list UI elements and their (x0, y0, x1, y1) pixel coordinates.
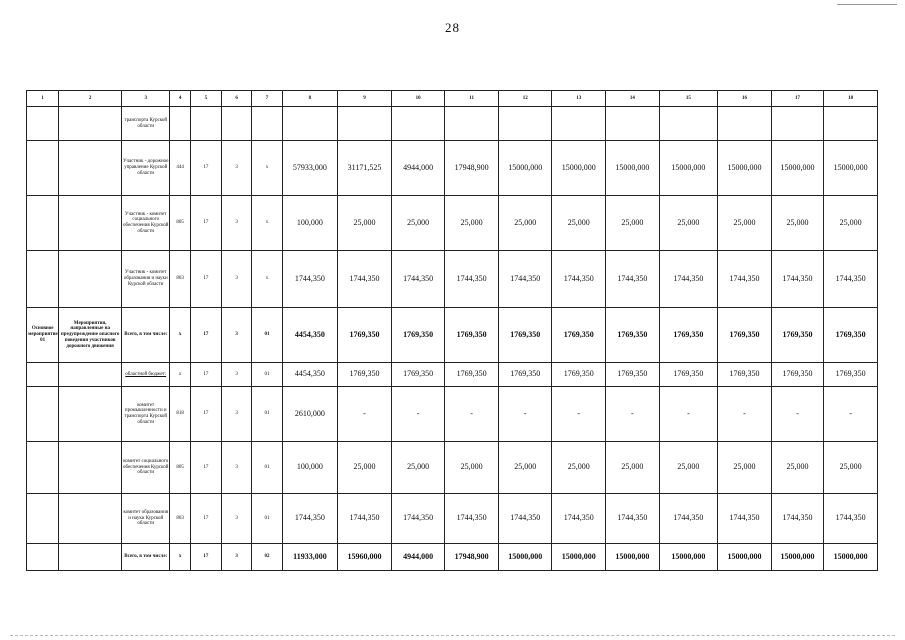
measure-number-cell: х (252, 251, 282, 308)
amount-cell: 1744,350 (659, 251, 718, 308)
measure-code-cell (27, 494, 59, 544)
amount-cell: - (606, 387, 660, 442)
measure-code-cell (27, 387, 59, 442)
amount-cell: 1744,350 (606, 251, 660, 308)
amount-cell: 1744,350 (282, 251, 338, 308)
amount-cell: 1769,350 (391, 308, 445, 363)
amount-cell: 25,000 (498, 196, 552, 251)
amount-cell: 4454,350 (282, 363, 338, 387)
participant-cell: комитет социального обеспечения Курской области (121, 442, 170, 494)
amount-cell: 15960,000 (338, 544, 392, 571)
amount-cell (498, 107, 552, 141)
column-number: 12 (498, 91, 552, 107)
table-row (27, 251, 878, 308)
measure-name-cell (59, 494, 122, 544)
amount-cell: 11933,000 (282, 544, 338, 571)
column-number: 9 (338, 91, 392, 107)
amount-cell: 1769,350 (824, 363, 878, 387)
program-cell: 17 (190, 442, 221, 494)
amount-cell: 15000,000 (824, 544, 878, 571)
amount-cell: 1769,350 (498, 308, 552, 363)
measure-name-cell (59, 387, 122, 442)
amount-cell: 25,000 (445, 196, 499, 251)
column-number: 4 (170, 91, 190, 107)
program-cell: 17 (190, 141, 221, 196)
amount-cell: 25,000 (771, 196, 824, 251)
amount-cell: 15000,000 (718, 141, 772, 196)
amount-cell: 25,000 (498, 442, 552, 494)
amount-cell: 1769,350 (552, 308, 606, 363)
amount-cell: 1744,350 (824, 251, 878, 308)
column-number: 11 (445, 91, 499, 107)
amount-cell: 1744,350 (552, 494, 606, 544)
grbs-cell: 805 (170, 442, 190, 494)
amount-cell: 2610,000 (282, 387, 338, 442)
measure-name-cell (59, 363, 122, 387)
amount-cell: 1769,350 (718, 363, 772, 387)
table-row (27, 442, 878, 494)
subprogram-cell: 3 (222, 494, 252, 544)
grbs-cell: х (170, 544, 190, 571)
measure-code-cell (27, 196, 59, 251)
subprogram-cell: 3 (222, 363, 252, 387)
amount-cell: 1744,350 (771, 251, 824, 308)
amount-cell: 1744,350 (606, 494, 660, 544)
table-row (27, 544, 878, 571)
amount-cell: - (391, 387, 445, 442)
column-number-row (27, 91, 878, 107)
measure-code-cell (27, 251, 59, 308)
amount-cell (552, 107, 606, 141)
amount-cell: 1744,350 (445, 251, 499, 308)
measure-number-cell: 01 (252, 363, 282, 387)
participant-cell: Всего, в том числе: (121, 308, 170, 363)
amount-cell: 1744,350 (718, 251, 772, 308)
amount-cell: 1769,350 (552, 363, 606, 387)
column-number: 14 (606, 91, 660, 107)
measure-code-cell (27, 141, 59, 196)
program-cell: 17 (190, 308, 221, 363)
grbs-cell: 444 (170, 141, 190, 196)
subprogram-cell: 3 (222, 442, 252, 494)
subprogram-cell: 3 (222, 544, 252, 571)
column-number: 6 (222, 91, 252, 107)
grbs-cell (170, 107, 190, 141)
amount-cell: 1769,350 (445, 308, 499, 363)
subprogram-cell: 3 (222, 141, 252, 196)
program-cell: 17 (190, 494, 221, 544)
scan-edge-line (10, 634, 895, 636)
amount-cell: - (718, 387, 772, 442)
column-number: 3 (121, 91, 170, 107)
amount-cell: 4454,350 (282, 308, 338, 363)
amount-cell: 15000,000 (824, 141, 878, 196)
amount-cell: 1744,350 (338, 251, 392, 308)
table-row (27, 308, 878, 363)
amount-cell (338, 107, 392, 141)
measure-code-cell (27, 107, 59, 141)
amount-cell: 15000,000 (552, 544, 606, 571)
amount-cell: 1769,350 (606, 308, 660, 363)
amount-cell: 25,000 (552, 442, 606, 494)
amount-cell: 25,000 (659, 196, 718, 251)
amount-cell: 1769,350 (338, 363, 392, 387)
program-cell: 17 (190, 251, 221, 308)
measure-code-cell (27, 442, 59, 494)
amount-cell: - (498, 387, 552, 442)
amount-cell (606, 107, 660, 141)
amount-cell: 25,000 (718, 442, 772, 494)
grbs-cell: 803 (170, 251, 190, 308)
amount-cell: 1744,350 (282, 494, 338, 544)
amount-cell: 25,000 (552, 196, 606, 251)
measure-number-cell: х (252, 196, 282, 251)
amount-cell: 4944,000 (391, 141, 445, 196)
amount-cell: 1769,350 (659, 308, 718, 363)
measure-name-cell (59, 141, 122, 196)
grbs-cell: х (170, 363, 190, 387)
amount-cell: 15000,000 (771, 141, 824, 196)
amount-cell: 25,000 (659, 442, 718, 494)
measure-number-cell: 01 (252, 442, 282, 494)
amount-cell (445, 107, 499, 141)
amount-cell: - (771, 387, 824, 442)
amount-cell: 1744,350 (338, 494, 392, 544)
table-body (27, 107, 878, 571)
amount-cell: 1769,350 (391, 363, 445, 387)
amount-cell: 1744,350 (445, 494, 499, 544)
column-number: 7 (252, 91, 282, 107)
amount-cell (718, 107, 772, 141)
program-cell: 17 (190, 387, 221, 442)
participant-cell: Всего, в том числе: (121, 544, 170, 571)
amount-cell: 25,000 (606, 442, 660, 494)
participant-cell: областной бюджет: (121, 363, 170, 387)
amount-cell: 1744,350 (552, 251, 606, 308)
amount-cell: 1744,350 (824, 494, 878, 544)
grbs-cell: х (170, 308, 190, 363)
measure-name-cell (59, 544, 122, 571)
amount-cell: 4944,000 (391, 544, 445, 571)
amount-cell: 25,000 (606, 196, 660, 251)
measure-number-cell: 01 (252, 387, 282, 442)
amount-cell: 25,000 (824, 442, 878, 494)
amount-cell: 1769,350 (445, 363, 499, 387)
amount-cell: 1769,350 (718, 308, 772, 363)
table-row (27, 141, 878, 196)
table-row (27, 107, 878, 141)
column-number: 13 (552, 91, 606, 107)
amount-cell: 1769,350 (771, 308, 824, 363)
amount-cell: 25,000 (824, 196, 878, 251)
participant-cell: Участник - дорожное управление Курской области (121, 141, 170, 196)
amount-cell (391, 107, 445, 141)
top-right-rule (837, 4, 897, 5)
amount-cell: 1769,350 (771, 363, 824, 387)
measure-number-cell (252, 107, 282, 141)
program-cell: 17 (190, 196, 221, 251)
amount-cell: - (659, 387, 718, 442)
amount-cell: 25,000 (718, 196, 772, 251)
measure-number-cell: х (252, 141, 282, 196)
amount-cell: 25,000 (771, 442, 824, 494)
amount-cell: 1744,350 (718, 494, 772, 544)
amount-cell: 15000,000 (498, 141, 552, 196)
amount-cell: 1769,350 (498, 363, 552, 387)
amount-cell: 25,000 (391, 442, 445, 494)
amount-cell: 1744,350 (498, 494, 552, 544)
participant-cell: Участник - комитет образования и науки Курской области (121, 251, 170, 308)
amount-cell: 1769,350 (824, 308, 878, 363)
amount-cell: 15000,000 (718, 544, 772, 571)
subprogram-cell (222, 107, 252, 141)
amount-cell: 31171,525 (338, 141, 392, 196)
amount-cell: - (338, 387, 392, 442)
measure-code-cell (27, 363, 59, 387)
amount-cell: 100,000 (282, 196, 338, 251)
participant-cell: комитет образования и науки Курской области (121, 494, 170, 544)
column-number: 16 (718, 91, 772, 107)
amount-cell: 25,000 (445, 442, 499, 494)
amount-cell: 1744,350 (771, 494, 824, 544)
amount-cell: 15000,000 (606, 141, 660, 196)
page-number: 28 (445, 20, 460, 35)
amount-cell: 1744,350 (498, 251, 552, 308)
measure-name-cell (59, 107, 122, 141)
program-cell (190, 107, 221, 141)
amount-cell (771, 107, 824, 141)
column-number: 8 (282, 91, 338, 107)
amount-cell: 1744,350 (391, 494, 445, 544)
amount-cell: 57933,000 (282, 141, 338, 196)
participant-cell: комитет промышленности и транспорта Курской области (121, 387, 170, 442)
amount-cell: 15000,000 (498, 544, 552, 571)
amount-cell: 1744,350 (659, 494, 718, 544)
amount-cell (824, 107, 878, 141)
amount-cell: 15000,000 (606, 544, 660, 571)
subprogram-cell: 3 (222, 251, 252, 308)
table-row (27, 363, 878, 387)
amount-cell: 15000,000 (771, 544, 824, 571)
column-number: 17 (771, 91, 824, 107)
participant-cell: транспорта Курской области (121, 107, 170, 141)
subprogram-cell: 3 (222, 308, 252, 363)
program-cell: 17 (190, 544, 221, 571)
amount-cell: 17948,900 (445, 141, 499, 196)
measure-name-cell (59, 442, 122, 494)
amount-cell: - (552, 387, 606, 442)
table-row (27, 196, 878, 251)
amount-cell: 1769,350 (338, 308, 392, 363)
subprogram-cell: 3 (222, 196, 252, 251)
measure-number-cell: 01 (252, 308, 282, 363)
amount-cell: 1769,350 (659, 363, 718, 387)
amount-cell: 1769,350 (606, 363, 660, 387)
amount-cell: 15000,000 (659, 141, 718, 196)
amount-cell: 100,000 (282, 442, 338, 494)
amount-cell: 25,000 (338, 196, 392, 251)
measure-code-cell: Основное мероприятие 01 (27, 308, 59, 363)
amount-cell: 25,000 (338, 442, 392, 494)
measure-code-cell (27, 544, 59, 571)
column-number: 5 (190, 91, 221, 107)
column-number: 10 (391, 91, 445, 107)
column-number: 1 (27, 91, 59, 107)
amount-cell: 17948,900 (445, 544, 499, 571)
amount-cell: 15000,000 (552, 141, 606, 196)
participant-cell: Участник - комитет социального обеспечения Курской области (121, 196, 170, 251)
grbs-cell: 818 (170, 387, 190, 442)
measure-number-cell: 02 (252, 544, 282, 571)
amount-cell: 25,000 (391, 196, 445, 251)
measure-name-cell (59, 196, 122, 251)
amount-cell (659, 107, 718, 141)
budget-table (26, 90, 878, 571)
column-number: 2 (59, 91, 122, 107)
column-number: 18 (824, 91, 878, 107)
grbs-cell: 803 (170, 494, 190, 544)
column-number: 15 (659, 91, 718, 107)
amount-cell: 15000,000 (659, 544, 718, 571)
grbs-cell: 805 (170, 196, 190, 251)
program-cell: 17 (190, 363, 221, 387)
subprogram-cell: 3 (222, 387, 252, 442)
table-row (27, 494, 878, 544)
measure-number-cell: 01 (252, 494, 282, 544)
amount-cell (282, 107, 338, 141)
amount-cell: - (824, 387, 878, 442)
amount-cell: 1744,350 (391, 251, 445, 308)
measure-name-cell (59, 251, 122, 308)
amount-cell: - (445, 387, 499, 442)
table-row (27, 387, 878, 442)
measure-name-cell: Мероприятия, направленные на предупреждение опасного поведения участников дорожного движения (59, 308, 122, 363)
